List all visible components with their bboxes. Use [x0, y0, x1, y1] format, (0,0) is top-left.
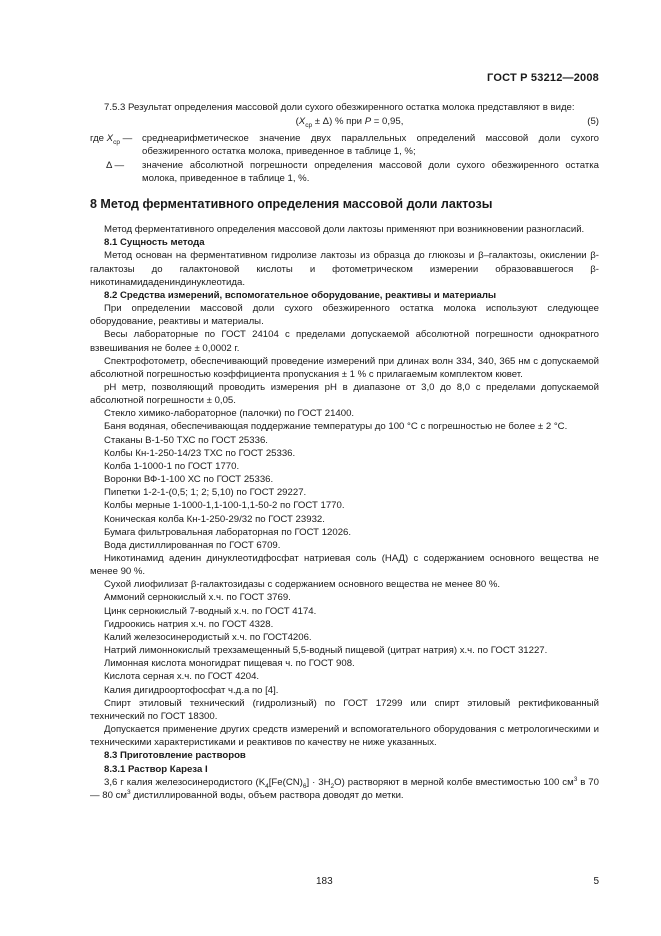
list-item: Спирт этиловый технический (гидролизный) по ГОСТ 17299 или спирт этиловый ректификованный технический по ГОСТ 18300. [90, 697, 599, 722]
list-item: Сухой лиофилизат β-галактозидазы с содержанием основного вещества не менее 80 %. [104, 579, 501, 591]
where-x-text: среднеарифметическое значение двух параллельных определений массовой доли сухого обезжиренного остатка молока, приведенное в таблице 1, %; [142, 133, 599, 158]
sheet-number: 5 [593, 876, 599, 887]
list-item: Натрий лимоннокислый трехзамещенный 5,5-водный пищевой (цитрат натрия) х.ч. по ГОСТ 31227. [104, 645, 548, 657]
equation-5 [90, 115, 599, 128]
heading-8-1: 8.1 Сущность метода [104, 237, 205, 249]
section-8-title: 8 Метод ферментативного определения массовой доли лактозы [90, 196, 493, 211]
heading-8-2: 8.2 Средства измерений, вспомогательное оборудование, реактивы и материалы [104, 289, 497, 301]
list-item: pH метр, позволяющий проводить измерения pH в диапазоне от 3,0 до 8,0 с пределами допускаемой абсолютной погрешности ± 0,05. [90, 381, 599, 407]
equation-number: (5) [587, 116, 599, 128]
list-item: Никотинамид аденин динуклеотидфосфат натриевая соль (НАД) с содержанием основного вещества не менее 90 %. [90, 553, 599, 578]
where-delta [90, 159, 599, 185]
list-item: Воронки ВФ-1-100 ХС по ГОСТ 25336. [104, 474, 274, 486]
section-7-5-3-intro: 7.5.3 Результат определения массовой доли сухого обезжиренного остатка молока представляют в виде: [104, 102, 575, 113]
equation-body: $(X_{ср} \pm \Delta)$ % при P = 0,95, [295, 116, 404, 130]
heading-8-3-1: 8.3.1 Раствор Кареза I [104, 763, 208, 775]
list-item: Коническая колба Кн-1-250-29/32 по ГОСТ 23932. [104, 513, 325, 525]
list-item: Стекло химико-лабораторное (палочки) по ГОСТ 21400. [104, 408, 355, 420]
page-number: 183 [316, 876, 333, 887]
heading-8-3: 8.3 Приготовление растворов [104, 750, 246, 762]
list-item: Баня водяная, обеспечивающая поддержание температуры до 100 °С с погрешностью не более ± 2 °С. [104, 421, 568, 433]
list-item: Стаканы В-1-50 ТХС по ГОСТ 25336. [104, 434, 268, 446]
list-item: Цинк сернокислый 7-водный х.ч. по ГОСТ 4174. [104, 605, 317, 617]
list-item: Колбы мерные 1-1000-1,1-100-1,1-50-2 по ГОСТ 1770. [104, 500, 345, 512]
where-delta-symbol: Δ — [106, 159, 125, 171]
list-item: Вода дистиллированная по ГОСТ 6709. [104, 539, 281, 551]
list-item: Калия дигидроортофосфат ч.д.а по [4]. [104, 684, 279, 696]
list-item: Кислота серная х.ч. по ГОСТ 4204. [104, 671, 260, 683]
list-item: Колбы Кн-1-250-14/23 ТХС по ГОСТ 25336. [104, 447, 296, 459]
list-item: Весы лабораторные по ГОСТ 24104 с пределами допускаемой абсолютной погрешности однократного взвешивания не более ± 0,0002 г. [90, 329, 599, 354]
list-item: При определении массовой доли сухого обезжиренного остатка молока используют следующее оборудование, реактивы и материалы. [90, 303, 599, 328]
page-content [90, 101, 599, 802]
list-item: Спектрофотометр, обеспечивающий проведение измерений при длинах волн 334, 340, 365 нм с допускаемой абсолютной погрешностью коэффициента пропускания ± 1 % с прилагаемым комплектом кювет. [90, 355, 599, 380]
list-item: Гидроокись натрия х.ч. по ГОСТ 4328. [104, 618, 274, 630]
list-item: Допускается применение других средств измерений и вспомогательного оборудования с метрологическими и техническими характеристиками и реактивов по качеству не ниже указанных. [90, 724, 599, 749]
list-item: Лимонная кислота моногидрат пищевая ч. по ГОСТ 908. [104, 658, 355, 670]
list-item: Пипетки 1-2-1-(0,5; 1; 2; 5,10) по ГОСТ 29227. [104, 487, 307, 499]
list-item: Бумага фильтровальная лабораторная по ГОСТ 12026. [104, 526, 352, 538]
where-x [90, 132, 599, 158]
list-item: Калий железосинеродистый х.ч. по ГОСТ4206. [104, 631, 312, 643]
section-8-intro: Метод ферментативного определения массовой доли лактозы применяют при возникновении разногласий. [104, 224, 585, 236]
equipment-list [90, 302, 599, 749]
list-item: Аммоний сернокислый х.ч. по ГОСТ 3769. [104, 592, 291, 604]
section-8-3-1-text: 3,6 г калия железосинеродистого $(K_4[Fe(CN)_6] \cdot 3H_2O)$ растворяют в мерной колбе вместимостью 100 $см^3$ в 70 — 80 $см^3$ дистиллированной воды, объем раствора доводят до метки. [90, 775, 599, 801]
section-8-1-text: Метод основан на ферментативном гидролизе лактозы из образца до глюкозы и β–галактозы, окислении β-галактозы до галактоновой кислоты и фотометрическом измерении образовавшегося β-никотинамидадениндинуклеотида. [90, 250, 599, 288]
where-delta-text: значение абсолютной погрешности определения массовой доли сухого обезжиренного остатка молока, приведенное в таблице 1, %. [142, 159, 599, 184]
where-x-symbol: где $X_{ср}$ — [90, 133, 133, 147]
standard-header: ГОСТ Р 53212—2008 [487, 72, 599, 84]
list-item: Колба 1-1000-1 по ГОСТ 1770. [104, 460, 240, 472]
